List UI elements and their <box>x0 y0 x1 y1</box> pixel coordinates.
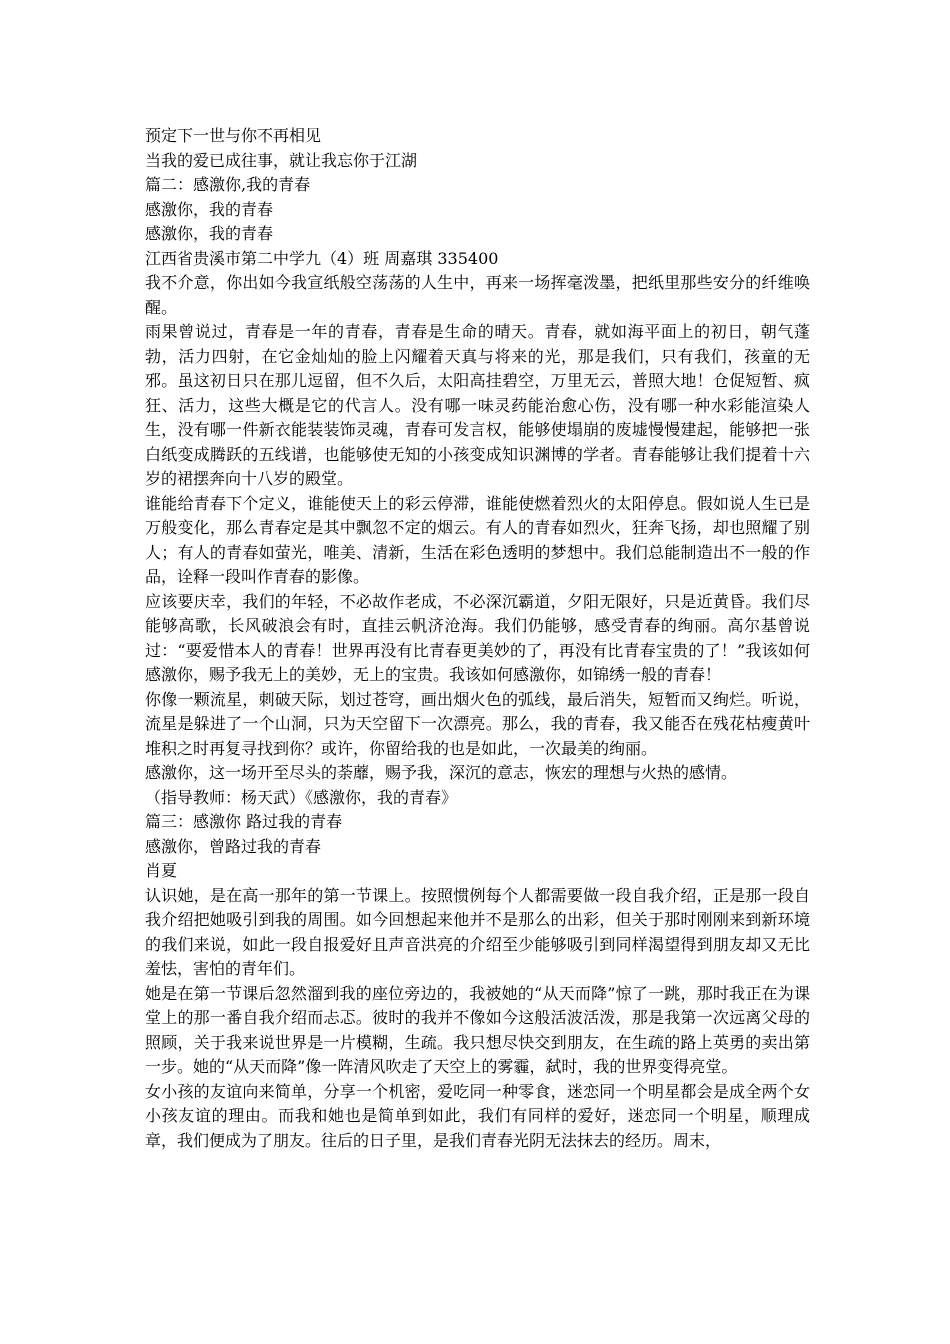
article-title: 感激你，曾路过我的青春 <box>145 836 322 856</box>
article-title: 感激你，我的青春 <box>145 224 274 243</box>
section-heading: 篇三：感激你 路过我的青春 <box>145 812 343 831</box>
paragraph: 她是在第一节课后忽然溜到我的座位旁边的，我被她的“从天而降”惊了一跳，那时我正在为课堂上的那一番自我介绍而忐忑。彼时的我并不像如今这般活波活泼，那是我第一次远离父母的照顾，关于我来说世界是一片模糊，生疏。我只想尽快交到朋友，在生疏的路上英勇的卖出第一步。她的“从天而降”像一阵清风吹走了天空上的雾霾，弑时，我的世界变得亮堂。 <box>145 983 810 1076</box>
paragraph: 认识她，是在高一那年的第一节课上。按照惯例每个人都需要做一段自我介绍，正是那一段自我介绍把她吸引到我的周围。如今回想起来他并不是那么的出彩，但关于那时刚刚来到新环境的我们来说，如此一段自报爱好且声音洪亮的介绍至少能够吸引到同样渴望得到朋友却又无比羞怯，害怕的青年们。 <box>145 885 810 978</box>
paragraph: 应该要庆幸，我们的年轻，不必故作老成，不必深沉霸道，夕阳无限好，只是近黄昏。我们尽能够高歌，长风破浪会有时，直挂云帆济沧海。我们仍能够，感受青春的绚丽。高尔基曾说过：“要爱惜本人的青春！世界再没有比青春更美妙的了，再没有比青春宝贵的了！”我该如何感激你，赐予我无上的美妙，无上的宝贵。我该如何感激你，如锦绣一般的青春！ <box>145 591 810 684</box>
author-line: 肖夏 <box>145 861 178 880</box>
teacher-note: （指导教师：杨天武）《感激你，我的青春》 <box>145 787 458 807</box>
document-page <box>145 124 810 1153</box>
paragraph: 女小孩的友谊向来简单，分享一个机密，爱吃同一种零食，迷恋同一个明星都会是成全两个女小孩友谊的理由。而我和她也是简单到如此，我们有同样的爱好，迷恋同一个明星，顺理成章，我们便成为了朋友。往后的日子里，是我们青春光阴无法抹去的经历。周末， <box>145 1081 810 1150</box>
section-heading: 篇二：感激你,我的青春 <box>145 175 311 194</box>
author-line: 江西省贵溪市第二中学九（4）班 周嘉琪 335400 <box>145 248 499 268</box>
article-title: 感激你，我的青春 <box>145 199 274 219</box>
paragraph: 感激你，这一场开至尽头的荼蘼，赐予我，深沉的意志，恢宏的理想与火热的感情。 <box>145 763 738 782</box>
text-line: 预定下一世与你不再相见 <box>145 126 322 145</box>
text-line: 当我的爱已成往事，就让我忘你于江湖 <box>145 150 418 170</box>
paragraph: 你像一颗流星，刺破天际，划过苍穹，画出烟火色的弧线，最后消失，短暂而又绚烂。听说，流星是躲进了一个山洞，只为天空留下一次漂亮。那么，我的青春，我又能否在残花枯瘦黄叶堆积之时再复寻找到你？或许，你留给我的也是如此，一次最美的绚丽。 <box>145 689 810 758</box>
paragraph: 雨果曾说过，青春是一年的青春，青春是生命的晴天。青春，就如海平面上的初日，朝气蓬勃，活力四射，在它金灿灿的脸上闪耀着天真与将来的光，那是我们，只有我们，孩童的无邪。虽这初日只在那儿逗留，但不久后，太阳高挂碧空，万里无云，普照大地！仓促短暂、疯狂、活力，这些大概是它的代言人。没有哪一味灵药能治愈心伤，没有哪一种水彩能渲染人生，没有哪一件新衣能装装饰灵魂，青春可发言权，能够使塌崩的废墟慢慢建起，能够把一张白纸变成腾跃的五线谱，也能够使无知的小孩变成知识渊博的学者。青春能够让我们提着十六岁的裙摆奔向十八岁的殿堂。 <box>145 322 810 488</box>
paragraph: 我不介意，你出如今我宣纸般空荡荡的人生中，再来一场挥毫泼墨，把纸里那些安分的纤维唤醒。 <box>145 273 810 317</box>
paragraph: 谁能给青春下个定义，谁能使天上的彩云停滞，谁能使燃着烈火的太阳停息。假如说人生已是万般变化，那么青春定是其中飘忽不定的烟云。有人的青春如烈火，狂奔飞扬，却也照耀了别人；有人的青春如萤光，唯美、清新，生活在彩色透明的梦想中。我们总能制造出不一般的作品，诠释一段叫作青春的影像。 <box>145 493 810 586</box>
